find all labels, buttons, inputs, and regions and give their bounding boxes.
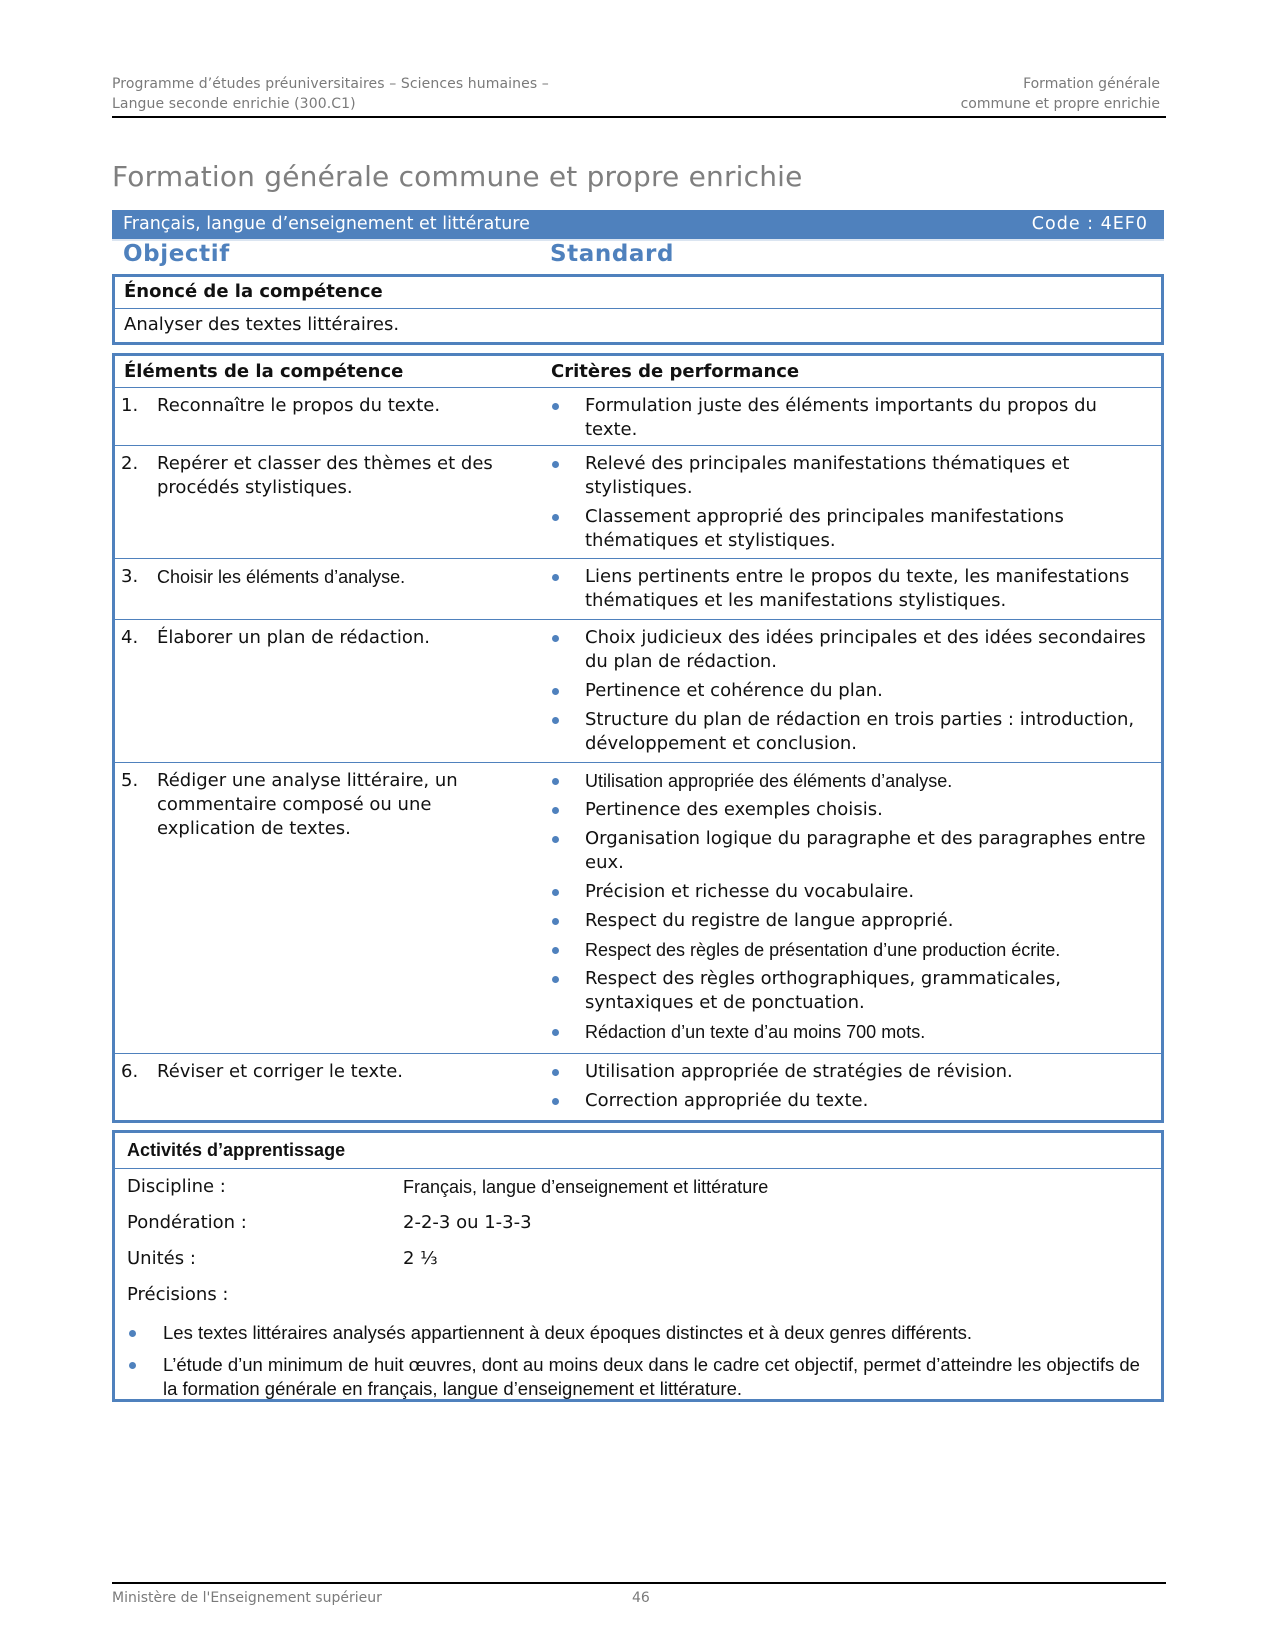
criterion: Respect du registre de langue approprié. — [543, 909, 1153, 933]
criteria-list — [543, 394, 1153, 447]
bullet-icon — [552, 1098, 559, 1105]
bullet-icon — [129, 1330, 136, 1337]
bullet-icon — [552, 635, 559, 642]
criterion: Respect des règles de présentation d’une production écrite. — [543, 938, 1153, 962]
bullet-icon — [552, 836, 559, 843]
header-section-line2: commune et propre enrichie — [960, 96, 1160, 112]
bullet-icon — [552, 1029, 559, 1036]
criteria-list — [543, 769, 1153, 1049]
precision-item: L’étude d’un minimum de huit œuvres, dont au moins deux dans le cadre cet objectif, permet d’atteindre les objectifs de la formation générale en français, langue d’enseignement et littérature. — [127, 1353, 1147, 1401]
precision-item: Les textes littéraires analysés appartiennent à deux époques distinctes et à deux genres différents. — [127, 1321, 1147, 1345]
footer-ministry: Ministère de l'Enseignement supérieur — [112, 1590, 382, 1606]
criteria-list — [543, 565, 1153, 618]
criterion: Organisation logique du paragraphe et des paragraphes entre eux. — [543, 827, 1153, 875]
criterion: Rédaction d’un texte d’au moins 700 mots. — [543, 1020, 1153, 1044]
running-header — [112, 74, 1166, 118]
course-code: Code : 4EF0 — [1031, 214, 1148, 234]
criterion: Correction appropriée du texte. — [543, 1089, 1153, 1113]
criterion: Classement approprié des principales manifestations thématiques et stylistiques. — [543, 505, 1153, 553]
course-name: Français, langue d’enseignement et littérature — [123, 214, 530, 234]
elements-table — [112, 353, 1164, 1123]
criterion: Liens pertinents entre le propos du texte, les manifestations thématiques et les manifestations stylistiques. — [543, 565, 1153, 613]
table-row — [115, 762, 1161, 1053]
bullet-icon — [552, 976, 559, 983]
bullet-icon — [552, 688, 559, 695]
page-title: Formation générale commune et propre enrichie — [112, 160, 803, 193]
discipline-value: Français, langue d’enseignement et littérature — [403, 1177, 769, 1197]
activites-body — [115, 1168, 1161, 1400]
criterion: Structure du plan de rédaction en trois parties : introduction, développement et conclusion. — [543, 708, 1153, 756]
elements-table-header — [115, 356, 1161, 387]
enonce-box — [112, 274, 1164, 345]
course-bar — [112, 210, 1164, 239]
ponderation-value: 2-2-3 ou 1-3-3 — [403, 1212, 532, 1233]
element-number: 5. — [121, 770, 139, 791]
element-number: 4. — [121, 627, 139, 648]
bullet-icon — [552, 514, 559, 521]
table-row — [115, 445, 1161, 558]
criterion: Respect des règles orthographiques, grammaticales, syntaxiques et de ponctuation. — [543, 967, 1153, 1015]
criterion: Pertinence des exemples choisis. — [543, 798, 1153, 822]
ponderation-label: Pondération : — [127, 1212, 247, 1233]
table-row — [115, 558, 1161, 619]
element-number: 2. — [121, 453, 139, 474]
element-text: Repérer et classer des thèmes et des procédés stylistiques. — [157, 453, 493, 498]
criterion: Formulation juste des éléments importants du propos du texte. — [543, 394, 1153, 442]
bullet-icon — [552, 461, 559, 468]
bullet-icon — [552, 778, 559, 785]
standard-heading: Standard — [550, 241, 675, 267]
header-section — [961, 74, 1160, 114]
unites-value: 2 ⅓ — [403, 1248, 438, 1269]
activites-box — [112, 1130, 1164, 1402]
page-footer — [112, 1582, 1166, 1612]
header-section-line1: Formation générale — [1023, 76, 1160, 92]
criterion: Précision et richesse du vocabulaire. — [543, 880, 1153, 904]
criterion: Utilisation appropriée des éléments d’analyse. — [543, 769, 1153, 793]
element-text: Reconnaître le propos du texte. — [157, 395, 441, 416]
element-number: 3. — [121, 566, 139, 587]
criteria-list — [543, 1060, 1153, 1118]
element-text: Réviser et corriger le texte. — [157, 1061, 403, 1082]
element-number: 1. — [121, 395, 139, 416]
bullet-icon — [552, 717, 559, 724]
bullet-icon — [129, 1362, 136, 1369]
criterion: Choix judicieux des idées principales et des idées secondaires du plan de rédaction. — [543, 626, 1153, 674]
header-program-line2: Langue seconde enrichie (300.C1) — [112, 96, 356, 112]
criteria-heading: Critères de performance — [551, 361, 800, 382]
bullet-icon — [552, 1069, 559, 1076]
bullet-icon — [552, 947, 559, 954]
elements-heading: Éléments de la compétence — [124, 361, 404, 382]
unites-label: Unités : — [127, 1248, 196, 1269]
header-program-line1: Programme d’études préuniversitaires – Sciences humaines – — [112, 76, 549, 92]
criterion: Pertinence et cohérence du plan. — [543, 679, 1153, 703]
table-row — [115, 387, 1161, 445]
element-text: Rédiger une analyse littéraire, un commentaire composé ou une explication de textes. — [157, 770, 458, 839]
enonce-text: Analyser des textes littéraires. — [115, 308, 1161, 342]
criterion: Relevé des principales manifestations thématiques et stylistiques. — [543, 452, 1153, 500]
objectif-heading: Objectif — [123, 241, 230, 267]
bullet-icon — [552, 574, 559, 581]
enonce-heading: Énoncé de la compétence — [124, 281, 383, 302]
bullet-icon — [552, 807, 559, 814]
criteria-list — [543, 626, 1153, 761]
precisions-label: Précisions : — [127, 1284, 229, 1305]
element-text: Élaborer un plan de rédaction. — [157, 627, 431, 648]
precisions-list — [127, 1321, 1147, 1409]
bullet-icon — [552, 889, 559, 896]
discipline-label: Discipline : — [127, 1176, 226, 1197]
header-program — [112, 74, 549, 114]
element-number: 6. — [121, 1061, 139, 1082]
table-row — [115, 1053, 1161, 1120]
column-headings — [112, 241, 1164, 271]
element-text: Choisir les éléments d’analyse. — [157, 567, 406, 587]
bullet-icon — [552, 918, 559, 925]
table-row — [115, 619, 1161, 762]
bullet-icon — [552, 403, 559, 410]
page-number: 46 — [632, 1590, 650, 1606]
criteria-list — [543, 452, 1153, 558]
criterion: Utilisation appropriée de stratégies de révision. — [543, 1060, 1153, 1084]
activites-heading: Activités d’apprentissage — [127, 1140, 346, 1160]
